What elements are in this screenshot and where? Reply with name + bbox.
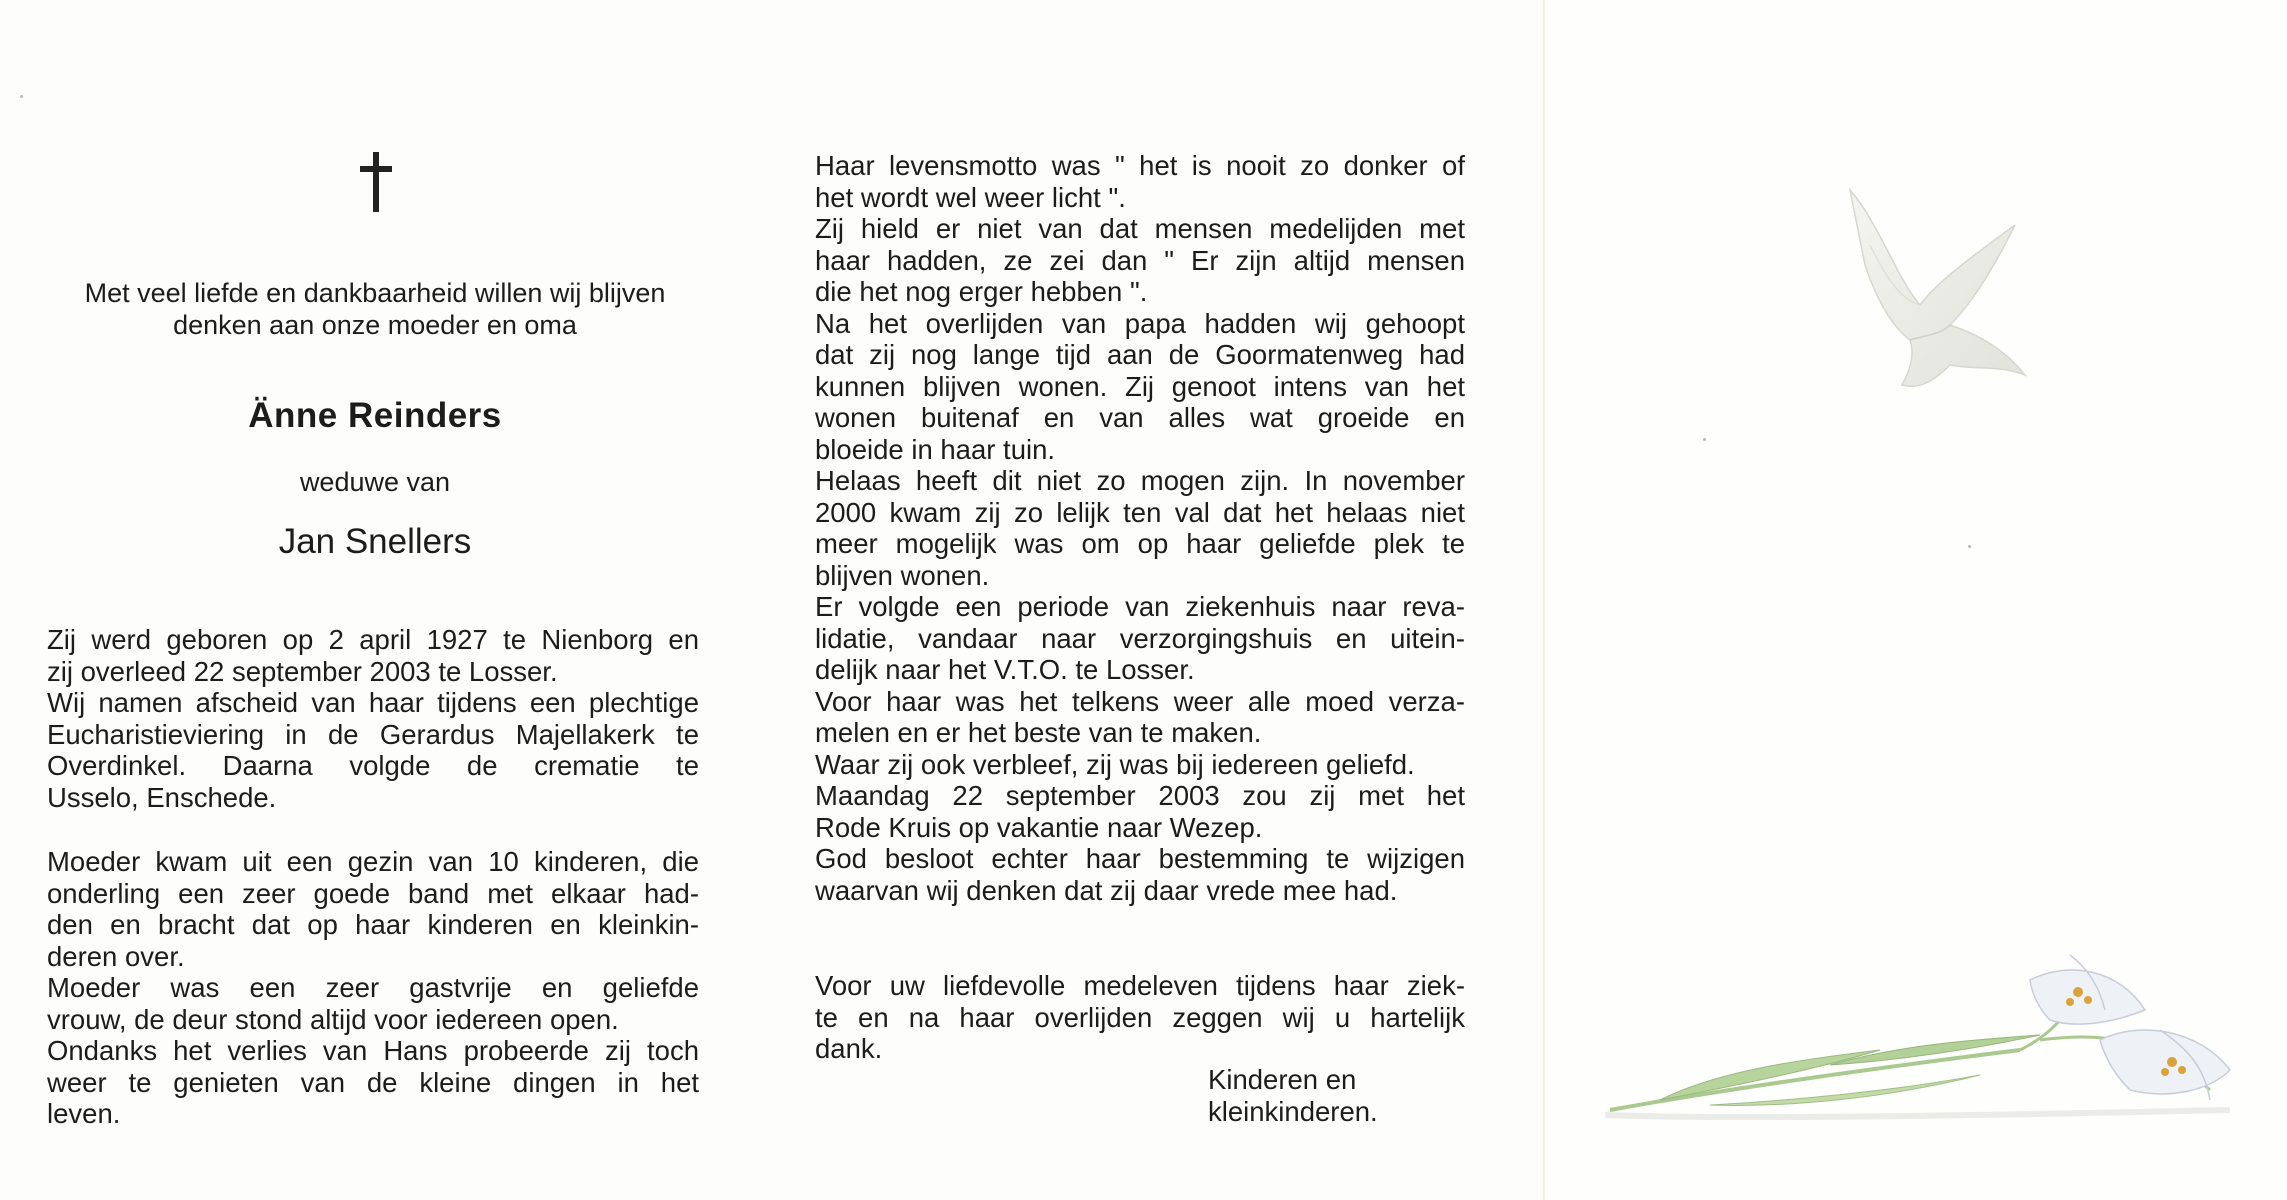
right-paragraph-1 xyxy=(815,150,1465,906)
text-line: delijk naar het V.T.O. te Losser. xyxy=(815,654,1195,685)
signature-line-1: Kinderen en xyxy=(1208,1064,1357,1095)
signature xyxy=(1208,1064,1378,1127)
dove-icon xyxy=(1840,185,2040,395)
text-line: 2000 kwam zij zo lelijk ten val dat het helaas niet xyxy=(815,496,1465,528)
text-line: Voor haar was het telkens weer alle moed verza- xyxy=(815,685,1465,717)
text-line: Ondanks het verlies van Hans probeerde zij toch xyxy=(47,1035,699,1066)
cross-icon xyxy=(356,152,396,212)
text-line: Er volgde een periode van ziekenhuis naar reva- xyxy=(815,591,1465,622)
text-line: melen en er het beste van te maken. xyxy=(815,717,1262,748)
text-line: Haar levensmotto was " het is nooit zo donker of xyxy=(815,150,1465,181)
text-line: meer mogelijk was om op haar geliefde plek te xyxy=(815,528,1465,559)
text-line: zij overleed 22 september 2003 te Losser. xyxy=(47,655,558,687)
text-line: Usselo, Enschede. xyxy=(47,781,277,813)
text-line: waarvan wij denken dat zij daar vrede mee had. xyxy=(815,874,1398,906)
text-line: vrouw, de deur stond altijd voor iedereen open. xyxy=(47,1003,619,1035)
paper-speck xyxy=(20,95,23,98)
text-line: den en bracht dat op haar kinderen en kleinkin- xyxy=(47,909,699,940)
text-line: te en na haar overlijden zeggen wij u hartelijk xyxy=(815,1001,1465,1033)
husband-name: Jan Snellers xyxy=(278,522,472,561)
text-line: bloeide in haar tuin. xyxy=(815,433,1056,465)
widow-of-label: weduwe van xyxy=(299,467,451,497)
signature-line-2: kleinkinderen. xyxy=(1208,1095,1378,1127)
text-line: dat zij nog lange tijd aan de Goormatenweg had xyxy=(815,339,1465,370)
text-line: God besloot echter haar bestemming te wijzigen xyxy=(815,843,1465,874)
text-line: Helaas heeft dit niet zo mogen zijn. In november xyxy=(815,465,1465,496)
intro-text xyxy=(40,277,710,341)
paper-speck xyxy=(1703,438,1706,441)
left-paragraph-2 xyxy=(47,846,699,1130)
text-line: deren over. xyxy=(47,940,185,972)
text-line: wonen buitenaf en van alles wat groeide en xyxy=(815,402,1465,433)
text-line: Zij werd geboren op 2 april 1927 te Nienborg en xyxy=(47,624,699,655)
text-line: Wij namen afscheid van haar tijdens een plechtige xyxy=(47,687,699,718)
text-line: Na het overlijden van papa hadden wij gehoopt xyxy=(815,307,1465,339)
text-line: haar hadden, ze zei dan " Er zijn altijd mensen xyxy=(815,244,1465,276)
text-line: Moeder kwam uit een gezin van 10 kinderen, die xyxy=(47,846,699,877)
text-line: Waar zij ook verbleef, zij was bij iedereen geliefd. xyxy=(815,748,1415,780)
text-line: Zij hield er niet van dat mensen medelijden met xyxy=(815,213,1465,244)
text-line: Moeder was een zeer gastvrije en geliefde xyxy=(47,972,699,1003)
text-line: Voor uw liefdevolle medeleven tijdens haar ziek- xyxy=(815,970,1465,1001)
text-line: Rode Kruis op vakantie naar Wezep. xyxy=(815,811,1263,843)
text-line: blijven wonen. xyxy=(815,559,990,591)
text-line: onderling een zeer goede band met elkaar had- xyxy=(47,877,699,909)
left-paragraph-1 xyxy=(47,624,699,813)
text-line: Eucharistieviering in de Gerardus Majellakerk te xyxy=(47,718,699,750)
text-line: Overdinkel. Daarna volgde de crematie te xyxy=(47,750,699,781)
intro-line-2: denken aan onze moeder en oma xyxy=(173,310,577,340)
text-line: die het nog erger hebben ". xyxy=(815,276,1148,307)
text-line: leven. xyxy=(47,1098,121,1129)
deceased-name: Änne Reinders xyxy=(248,396,502,435)
text-line: Maandag 22 september 2003 zou zij met het xyxy=(815,780,1465,811)
text-line: kunnen blijven wonen. Zij genoot intens van het xyxy=(815,370,1465,402)
text-line: het wordt wel weer licht ". xyxy=(815,181,1126,213)
paper-speck xyxy=(1968,545,1971,548)
lily-flower-icon xyxy=(1600,950,2240,1130)
text-line: dank. xyxy=(815,1033,883,1064)
text-line: weer te genieten van de kleine dingen in het xyxy=(47,1066,699,1098)
text-line: lidatie, vandaar naar verzorgingshuis en uitein- xyxy=(815,622,1465,654)
intro-line-1: Met veel liefde en dankbaarheid willen wij blijven xyxy=(84,278,666,308)
right-paragraph-2 xyxy=(815,970,1465,1065)
